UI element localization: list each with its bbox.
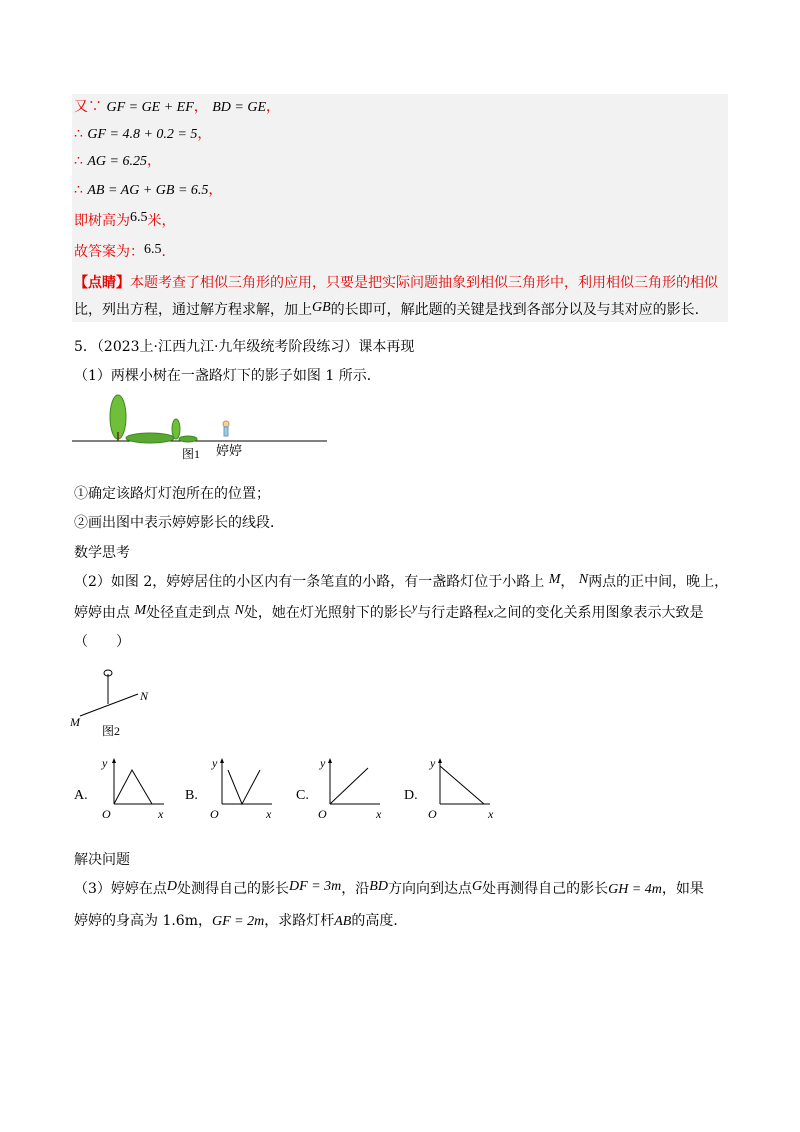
solution-line-4 bbox=[74, 180, 222, 201]
text: ， bbox=[266, 99, 281, 115]
option-c-label[interactable]: C. bbox=[296, 788, 309, 803]
text: ，沿 bbox=[341, 881, 370, 897]
text: 米， bbox=[147, 213, 176, 229]
text: 两点的正中间，晚上， bbox=[588, 574, 729, 590]
graph-line bbox=[440, 766, 484, 804]
option-a-graph[interactable] bbox=[92, 754, 172, 824]
y-label: y bbox=[212, 756, 218, 770]
problem-header: 5．（2023上·江西九江·九年级统考阶段练习）课本再现 bbox=[74, 339, 415, 355]
part1-text: （1）两棵小树在一盏路灯下的影子如图 1 所示． bbox=[74, 368, 381, 384]
text: 又∵ bbox=[74, 99, 102, 115]
option-b-label[interactable]: B. bbox=[185, 788, 198, 803]
text: 比，列出方程，通过解方程求解，加上 bbox=[74, 302, 312, 318]
figure-1 bbox=[72, 392, 332, 472]
math: DF = 3m bbox=[289, 879, 342, 894]
text: 方向向到达点 bbox=[387, 881, 472, 897]
graph-line bbox=[228, 770, 260, 804]
text: 处，她在灯光照射下的影长 bbox=[243, 605, 412, 621]
arrow-icon bbox=[112, 758, 116, 763]
text: ， bbox=[197, 126, 212, 142]
fig1-caption: 图1 bbox=[182, 447, 201, 461]
text: 的高度． bbox=[351, 913, 408, 929]
option-d-label[interactable]: D. bbox=[404, 788, 418, 803]
text: ，求路灯杆 bbox=[264, 913, 335, 929]
y-label: y bbox=[320, 756, 326, 770]
text: ， bbox=[560, 574, 575, 590]
text: ∴ bbox=[74, 182, 83, 198]
trunk-1 bbox=[117, 432, 119, 441]
origin-label: O bbox=[102, 807, 111, 821]
y-label: y bbox=[102, 756, 108, 770]
arrow-icon bbox=[438, 758, 442, 763]
solution-line-6 bbox=[74, 242, 176, 263]
text: 本题考查了相似三角形的应用，只要是把实际问题抽象到相似三角形中，利用相似三角形的相似 bbox=[130, 275, 718, 291]
part2-line-2 bbox=[74, 600, 704, 624]
origin-label: O bbox=[318, 807, 327, 821]
fig1-name: 婷婷 bbox=[216, 443, 243, 458]
comment-line-1 bbox=[74, 273, 718, 293]
solution-line-1 bbox=[74, 97, 280, 118]
part3-line-2 bbox=[74, 911, 407, 932]
text: 故答案为： bbox=[74, 244, 144, 260]
text: 的长即可，解此题的关键是找到各部分以及与其对应的影长. bbox=[330, 302, 700, 318]
girl-body bbox=[224, 427, 228, 436]
math: GH = 4m bbox=[608, 882, 662, 897]
text: 处测得自己的影长 bbox=[177, 881, 290, 897]
math: D bbox=[166, 879, 178, 894]
text: （3）婷婷在点 bbox=[74, 881, 167, 897]
text: 处再测得自己的影长 bbox=[482, 881, 609, 897]
question-2: ②画出图中表示婷婷影长的线段． bbox=[74, 515, 284, 531]
text: 即树高为 bbox=[74, 213, 130, 229]
graph-line bbox=[114, 770, 152, 804]
fig2-label-m: M bbox=[70, 715, 80, 729]
comment-line-2 bbox=[74, 300, 699, 321]
math: AB bbox=[334, 914, 352, 929]
text: 处径直走到点 bbox=[146, 605, 231, 621]
math: 6.5 bbox=[130, 210, 148, 225]
text: 婷婷由点 bbox=[74, 605, 130, 621]
arrow-icon bbox=[328, 758, 332, 763]
math: 6.5 bbox=[144, 242, 162, 257]
math: N bbox=[234, 603, 244, 618]
math: GB bbox=[312, 300, 331, 315]
fig2-caption: 图2 bbox=[102, 724, 121, 738]
solution-line-2 bbox=[74, 124, 211, 145]
solution-line-5 bbox=[74, 211, 176, 232]
y-label: y bbox=[430, 756, 436, 770]
text: ， bbox=[208, 182, 223, 198]
text: 与行走路程 bbox=[417, 605, 488, 621]
text: ，如果 bbox=[661, 881, 704, 897]
math: G bbox=[471, 879, 483, 894]
shadow-tree-2 bbox=[179, 436, 197, 442]
text: ∴ bbox=[74, 126, 83, 142]
section-2-title: 数学思考 bbox=[74, 545, 130, 561]
graph-line bbox=[330, 768, 368, 804]
math: y bbox=[411, 600, 418, 614]
origin-label: O bbox=[428, 807, 437, 821]
math: BD = GE bbox=[212, 100, 267, 115]
math: GF = 2m bbox=[212, 914, 265, 929]
x-label: x bbox=[158, 807, 164, 821]
math: M bbox=[134, 603, 147, 618]
option-d-graph[interactable] bbox=[418, 754, 498, 824]
answer-paren: （ ） bbox=[74, 634, 130, 650]
question-1: ①确定该路灯灯泡所在的位置； bbox=[74, 486, 270, 502]
math: GF = GE + EF bbox=[106, 100, 194, 115]
x-label: x bbox=[488, 807, 494, 821]
text: 之间的变化关系用图象表示大致是 bbox=[493, 605, 704, 621]
x-label: x bbox=[376, 807, 382, 821]
math: GF = 4.8 + 0.2 = 5 bbox=[87, 127, 198, 142]
text: （2）如图 2，婷婷居住的小区内有一条笔直的小路，有一盏路灯位于小路上 bbox=[74, 574, 545, 590]
text: 婷婷的身高为 1.6m， bbox=[74, 913, 212, 929]
text: ． bbox=[161, 244, 176, 260]
section-3-title: 解决问题 bbox=[74, 852, 130, 868]
solution-line-3 bbox=[74, 151, 161, 172]
road-line bbox=[80, 694, 138, 716]
math: AB = AG + GB = 6.5 bbox=[87, 183, 209, 198]
math: AG = 6.25 bbox=[87, 154, 147, 169]
math: N bbox=[578, 572, 589, 587]
part2-line-1 bbox=[74, 572, 728, 593]
text: ， bbox=[193, 99, 208, 115]
x-label: x bbox=[266, 807, 272, 821]
shadow-tree-1 bbox=[126, 433, 174, 443]
option-b-graph[interactable] bbox=[200, 754, 280, 824]
girl-head bbox=[223, 421, 229, 427]
text: ， bbox=[146, 153, 161, 169]
origin-label: O bbox=[210, 807, 219, 821]
math: BD bbox=[369, 879, 388, 894]
arrow-icon bbox=[220, 758, 224, 763]
tree-2 bbox=[172, 419, 180, 439]
option-c-graph[interactable] bbox=[308, 754, 388, 824]
math: x bbox=[487, 606, 494, 621]
figure-2 bbox=[70, 664, 170, 742]
option-a-label[interactable]: A. bbox=[74, 788, 88, 803]
comment-tag: 【点睛】 bbox=[74, 275, 130, 291]
text: ∴ bbox=[74, 153, 83, 169]
part3-line-1 bbox=[74, 879, 704, 900]
math: M bbox=[548, 572, 561, 587]
fig2-label-n: N bbox=[140, 689, 149, 703]
